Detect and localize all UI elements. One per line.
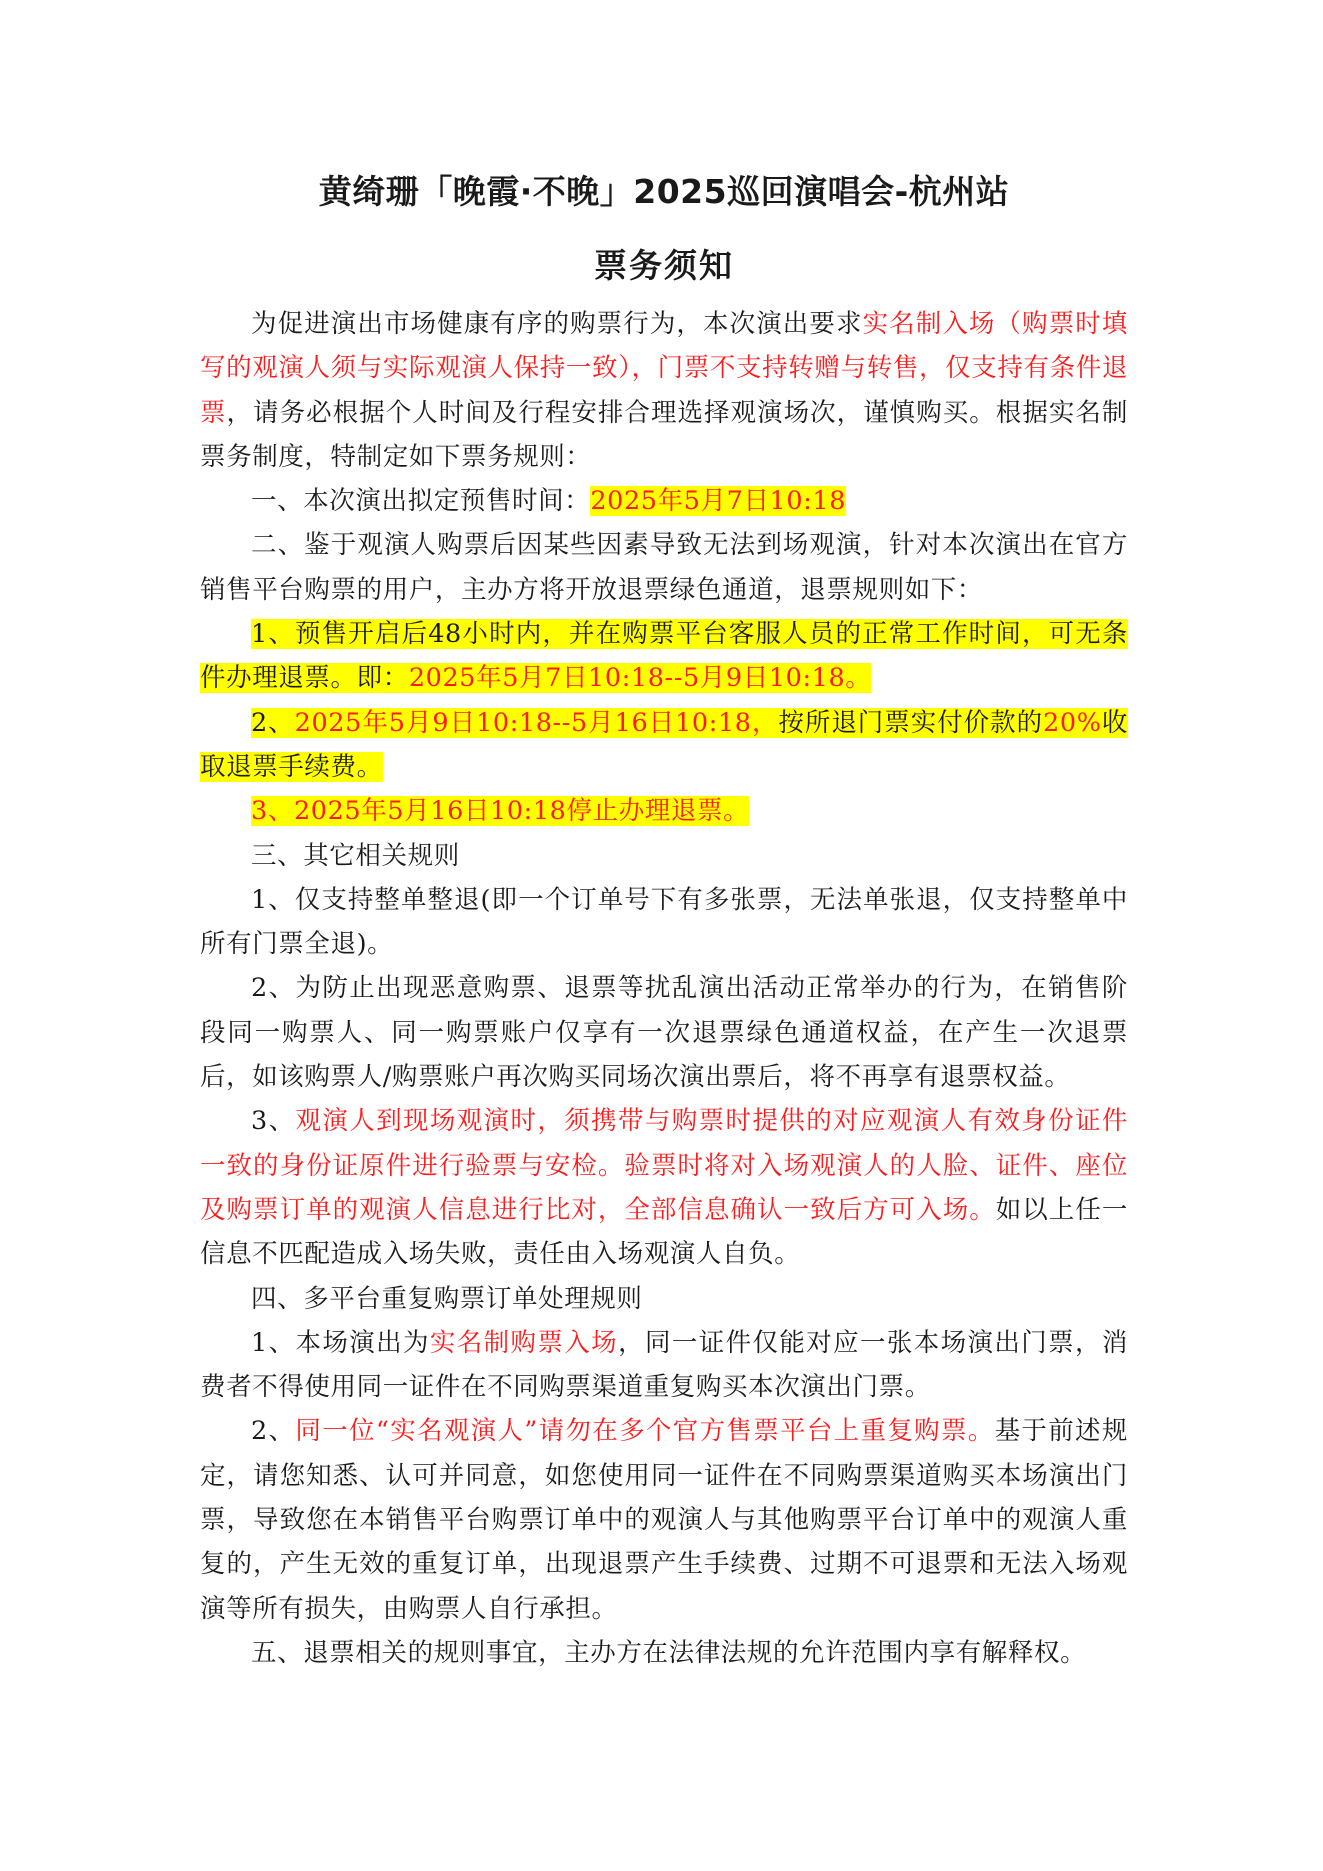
refund-rule-2-number: 2、 (251, 707, 295, 738)
refund-rule-2-text: 按所退门票实付价款的 (778, 707, 1044, 738)
presale-datetime: 2025年5月7日10:18 (590, 486, 847, 517)
section-4-item-2-number: 2、 (251, 1416, 296, 1447)
refund-rule-2 (200, 701, 1128, 790)
document-subtitle: 票务须知 (594, 246, 734, 285)
refund-rule-2-period: 2025年5月9日10:18--5月16日10:18， (294, 707, 779, 738)
refund-rule-3-date: 2025年5月16日10:18 (293, 796, 567, 827)
refund-rule-1-text: 1、预售开启后48小时内，并在购票平台客服人员的正常工作时间，可无条件办理退票。即： (200, 619, 1128, 694)
section-1-label: 一、本次演出拟定预售时间： (251, 486, 591, 517)
refund-rule-2-tail: 收取退票手续费。 (200, 707, 1128, 782)
refund-rule-1 (200, 612, 1128, 701)
real-name-emphasis: 实名制购票入场 (429, 1327, 619, 1358)
section-3-heading: 三、其它相关规则 (251, 840, 460, 871)
refund-rule-3-number: 3、 (251, 796, 294, 827)
section-4-item-1-text: 1、本场演出为 (251, 1327, 430, 1358)
section-4-heading: 四、多平台重复购票订单处理规则 (251, 1283, 643, 1314)
section-3-item-3-number: 3、 (251, 1106, 296, 1137)
section-1-presale-time (200, 479, 1128, 523)
section-2-refund-intro (200, 523, 1128, 612)
notice-document (200, 170, 1128, 1675)
intro-paragraph (200, 302, 1128, 479)
duplicate-purchase-emphasis: 同一位“实名观演人”请勿在多个官方售票平台上重复购票。 (295, 1416, 995, 1447)
refund-rule-1-period: 2025年5月7日10:18--5月9日10:18。 (408, 663, 872, 694)
refund-rule-3 (200, 789, 1128, 833)
section-4-item-2 (200, 1409, 1128, 1630)
refund-fee-percent: 20% (1043, 707, 1102, 738)
section-5-interpretation: 五、退票相关的规则事宜，主办方在法律法规的允许范围内享有解释权。 (251, 1637, 1087, 1668)
section-4-item-1-tail: ，同一证件仅能对应一张本场演出门票，消费者不得使用同一证件在不同购票渠道重复购买本次演出门票。 (200, 1327, 1128, 1403)
intro-text-2: ，请务必根据个人时间及行程安排合理选择观演场次，谨慎购买。根据实名制票务制度，特制定如下票务规则： (200, 397, 1128, 472)
refund-rule-3-text: 停止办理退票。 (566, 796, 750, 827)
section-4-item-2-tail: 基于前述规定，请您知悉、认可并同意，如您使用同一证件在不同购票渠道购买本场演出门票，导致您在本销售平台购票订单中的观演人与其他购票平台订单中的观演人重复的，产生无效的重复订单，出现退票产生手续费、过期不可退票和无法入场观演等所有损失，由购票人自行承担。 (200, 1416, 1128, 1624)
document-title: 黄绮珊「晚霞·不晚」2025巡回演唱会-杭州站 (318, 172, 1010, 211)
section-2-text: 二、鉴于观演人购票后因某些因素导致无法到场观演，针对本次演出在官方销售平台购票的用户，主办方将开放退票绿色通道，退票规则如下： (200, 530, 1128, 605)
id-verification-emphasis: 观演人到现场观演时，须携带与购票时提供的对应观演人有效身份证件一致的身份证原件进行验票与安检。验票时将对入场观演人的人脸、证件、座位及购票订单的观演人信息进行比对，全部信息确认一致后方可入场。 (200, 1106, 1128, 1225)
section-3-item-3 (200, 1099, 1128, 1276)
section-4-item-1 (200, 1321, 1128, 1410)
section-3-item-1: 1、仅支持整单整退(即一个订单号下有多张票，无法单张退，仅支持整单中所有门票全退)。 (200, 884, 1128, 960)
intro-text-1: 为促进演出市场健康有序的购票行为，本次演出要求 (251, 309, 863, 339)
intro-emphasis: 实名制入场（购票时填写的观演人须与实际观演人保持一致），门票不支持转赠与转售，仅支持有条件退票 (200, 309, 1128, 428)
section-3-item-2: 2、为防止出现恶意购票、退票等扰乱演出活动正常举办的行为，在销售阶段同一购票人、同一购票账户仅享有一次退票绿色通道权益，在产生一次退票后，如该购票人/购票账户再次购买同场次演出票后，将不再享有退票权益。 (200, 973, 1128, 1093)
section-3-item-3-tail: 如以上任一信息不匹配造成入场失败，责任由入场观演人自负。 (200, 1194, 1128, 1270)
